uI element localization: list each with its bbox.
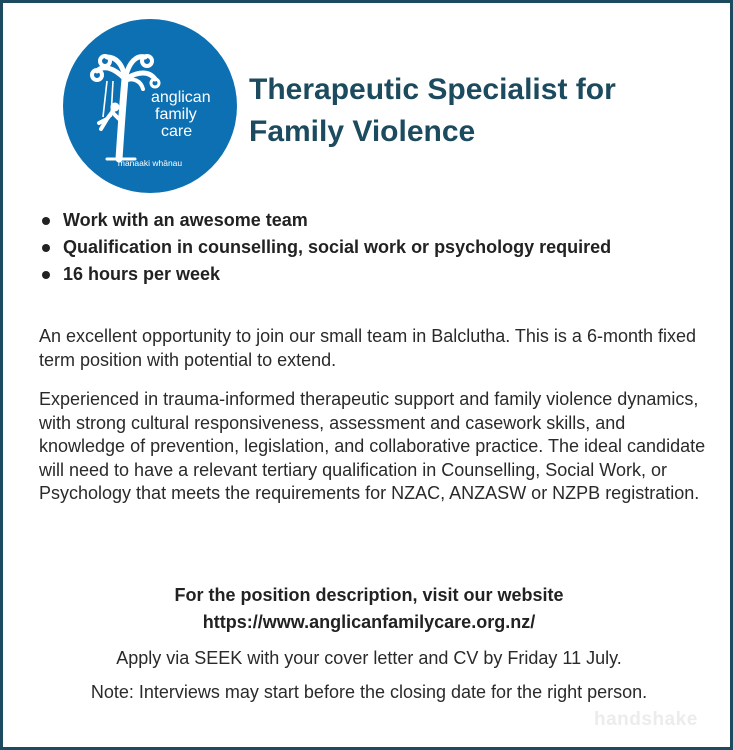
apply-instructions: Apply via SEEK with your cover letter and CV by Friday 11 July. (116, 648, 622, 668)
logo-word-2: family (155, 106, 197, 123)
intro-paragraph: An excellent opportunity to join our small team in Balclutha. This is a 6-month fixed term position with potential to extend. (39, 326, 696, 370)
job-title (249, 69, 719, 153)
requirements-paragraph: Experienced in trauma-informed therapeutic support and family violence dynamics, with strong cultural responsiveness, assessment and casework skills, and knowledge of prevention, legislation, and collaborative practice. The ideal candidate will need to have a relevant tertiary qualification in Counselling, Social Work, or Psychology that meets the requirements for NZAC, ANZASW or NZPB registration. (39, 389, 706, 503)
list-item: 16 hours per week (39, 261, 699, 288)
anglican-family-care-logo (63, 19, 237, 193)
position-description-text: For the position description, visit our website (174, 585, 564, 605)
logo-tagline: manaaki whānau (117, 158, 183, 168)
logo-word-1: anglican (151, 89, 211, 106)
list-item: Work with an awesome team (39, 207, 699, 234)
logo-wordmark (151, 89, 211, 140)
logo-word-3: care (161, 123, 193, 140)
highlights-list (39, 207, 699, 288)
website-link[interactable]: https://www.anglicanfamilycare.org.nz/ (202, 612, 536, 632)
list-item: Qualification in counselling, social work or psychology required (39, 234, 699, 261)
job-title-line-2: Family Violence (249, 115, 476, 148)
watermark: handshake (594, 709, 698, 730)
interview-note: Note: Interviews may start before the closing date for the right person. (90, 682, 648, 702)
job-title-line-1: Therapeutic Specialist for (249, 73, 616, 106)
